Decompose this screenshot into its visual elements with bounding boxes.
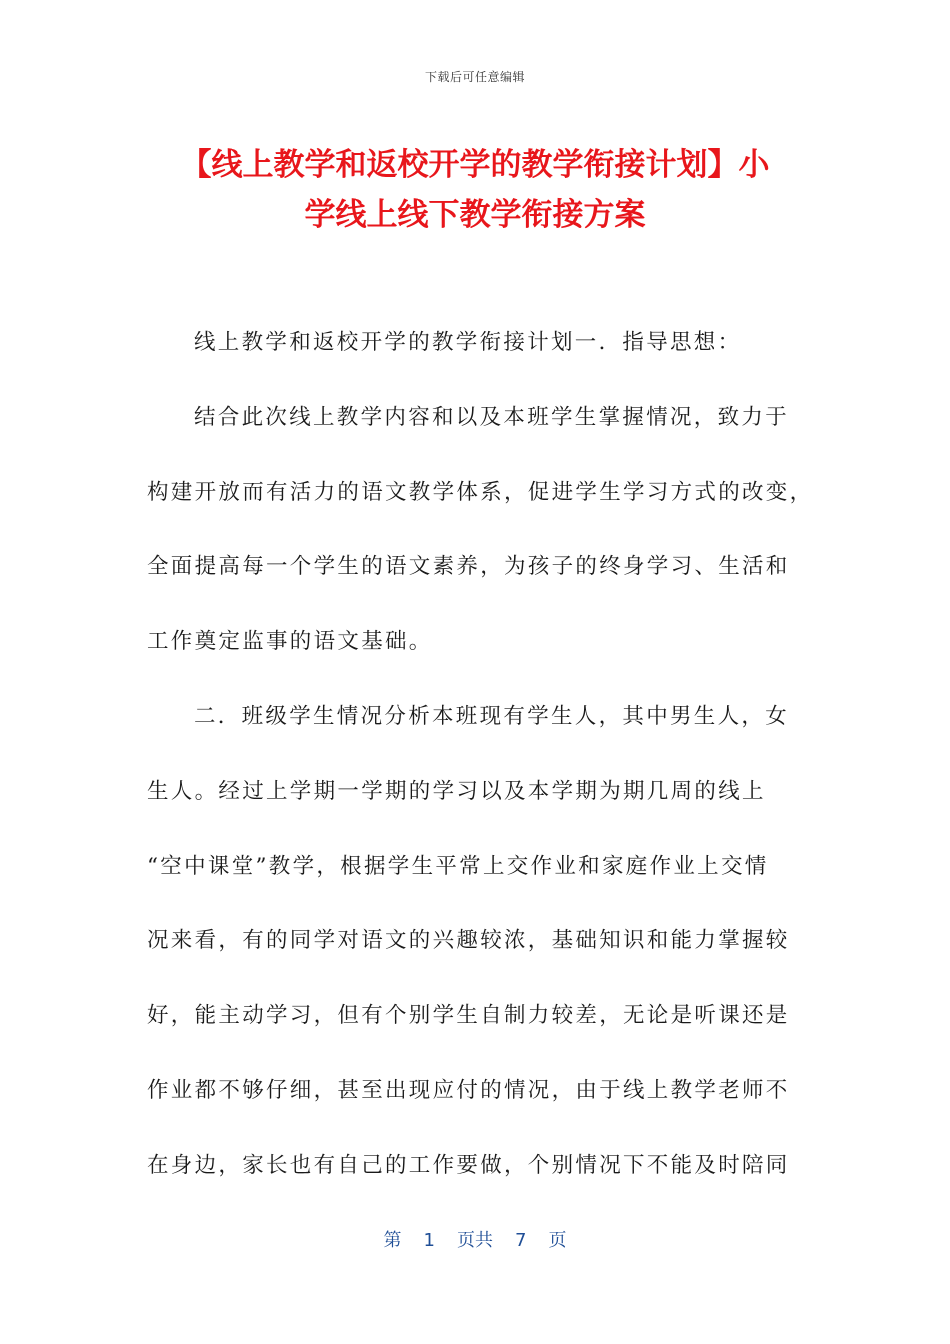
document-body <box>147 322 814 1220</box>
body-line: “空中课堂”教学，根据学生平常上交作业和家庭作业上交情 <box>147 853 769 879</box>
document-title-line-1: 【线上教学和返校开学的教学衔接计划】小 <box>180 147 770 183</box>
page-mid: 页共 <box>457 1230 493 1251</box>
body-line: 况来看，有的同学对语文的兴趣较浓，基础知识和能力掌握较 <box>147 928 790 954</box>
body-line: 结合此次线上教学内容和以及本班学生掌握情况，致力于 <box>194 404 790 430</box>
body-line: 好，能主动学习，但有个别学生自制力较差，无论是听课还是 <box>147 1003 790 1029</box>
document-title <box>145 140 805 240</box>
body-line: 在身边，家长也有自己的工作要做，个别情况下不能及时陪同 <box>147 1152 790 1178</box>
body-line: 工作奠定监事的语文基础。 <box>147 629 433 655</box>
page-number <box>0 1226 950 1252</box>
document-title-line-2: 学线上线下教学衔接方案 <box>304 197 646 233</box>
page-prefix: 第 <box>383 1230 402 1251</box>
body-line: 线上教学和返校开学的教学衔接计划一．指导思想： <box>194 330 742 355</box>
body-line: 全面提高每一个学生的语文素养，为孩子的终身学习、生活和 <box>147 554 790 580</box>
page-current: 1 <box>423 1230 435 1251</box>
body-line: 作业都不够仔细，甚至出现应付的情况，由于线上教学老师不 <box>147 1077 790 1103</box>
body-line: 生人。经过上学期一学期的学习以及本学期为期几周的线上 <box>147 778 766 804</box>
page-suffix: 页 <box>548 1230 567 1251</box>
page-total: 7 <box>515 1230 527 1251</box>
body-line: 构建开放而有活力的语文教学体系，促进学生学习方式的改变， <box>147 479 814 505</box>
header-note: 下载后可任意编辑 <box>424 70 525 84</box>
body-line: 二．班级学生情况分析本班现有学生人，其中男生人，女 <box>194 703 790 729</box>
